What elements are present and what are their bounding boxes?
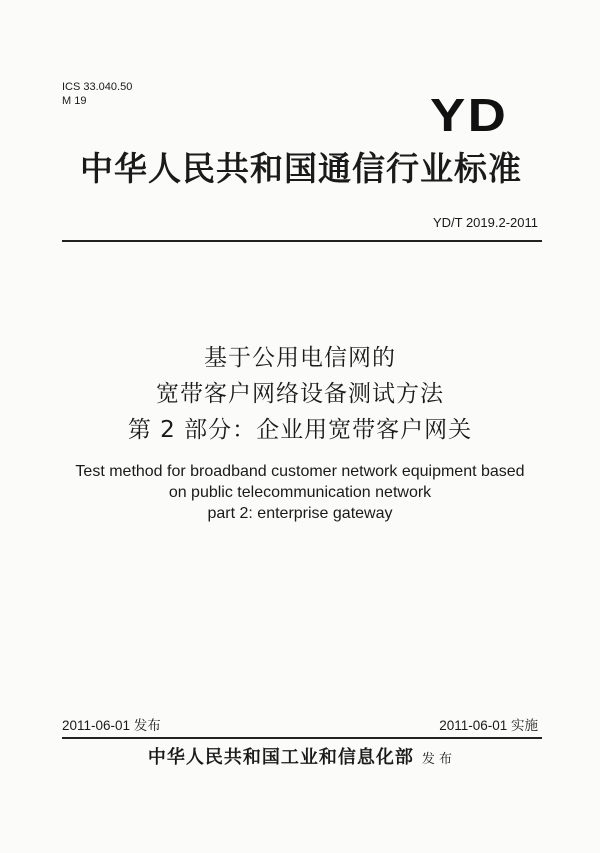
top-divider	[62, 240, 542, 242]
chinese-title-line-2: 宽带客户网络设备测试方法	[156, 381, 444, 407]
chinese-title	[62, 340, 538, 448]
issuer-line	[0, 745, 600, 773]
issuing-authority: 中华人民共和国工业和信息化部	[147, 747, 414, 768]
ccs-code: M 19	[62, 95, 87, 107]
issue-label: 发 布	[421, 752, 453, 767]
chinese-title-line-3: 第 2 部分：企业用宽带客户网关	[127, 417, 473, 443]
english-title-line-1: Test method for broadband customer network equipment based	[75, 463, 525, 480]
yd-logo: YD	[430, 89, 509, 141]
chinese-title-line-1: 基于公用电信网的	[204, 345, 396, 371]
implement-date: 2011-06-01 实施	[439, 718, 538, 733]
standard-number: YD/T 2019.2-2011	[432, 215, 538, 230]
english-title-line-2: on public telecommunication network	[168, 484, 432, 501]
bottom-divider	[62, 737, 542, 739]
ics-code: ICS 33.040.50	[62, 81, 133, 93]
english-title	[62, 461, 538, 524]
standard-title: 中华人民共和国通信行业标准	[80, 149, 522, 188]
english-title-line-3: part 2: enterprise gateway	[207, 505, 393, 522]
publish-date: 2011-06-01 发布	[62, 718, 161, 733]
